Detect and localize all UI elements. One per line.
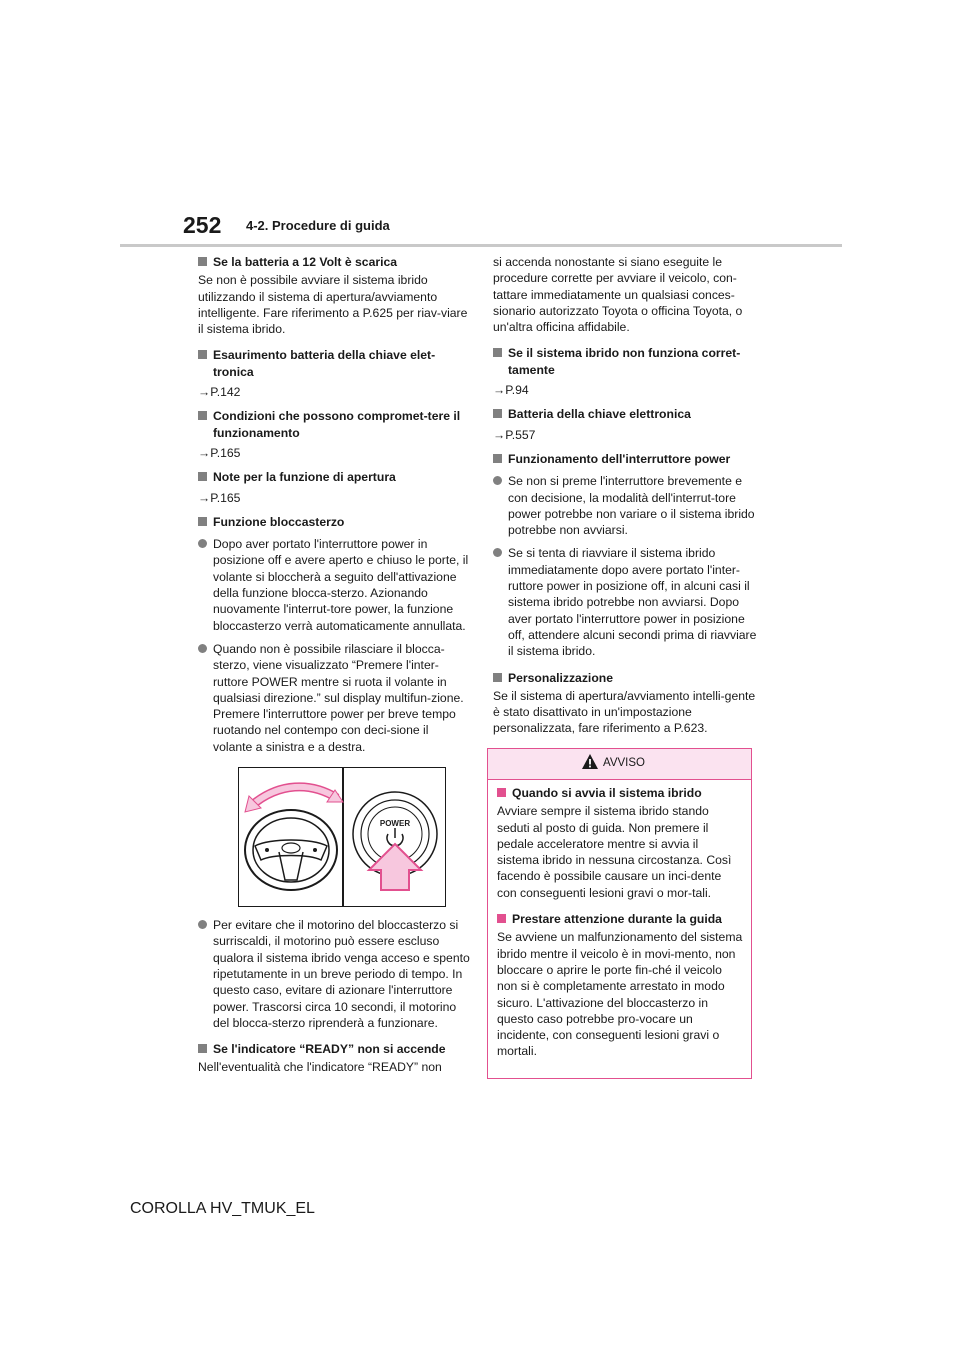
heading-power-switch-operation: Funzionamento dell'interruttore power	[493, 451, 759, 467]
heading-hybrid-malfunction: Se il sistema ibrido non funziona corret-tamente	[493, 345, 759, 378]
section-title: 4-2. Procedure di guida	[246, 218, 390, 233]
steering-power-illustration	[238, 767, 446, 907]
bullet-power-switch-restart: Se si tenta di riavviare il sistema ibrido immediatamente dopo avere portato l'inter-ruttore power in posizione off, in alcuni casi il sistema ibrido potrebbe non avviarsi. Dopo aver portato l'interruttore power in posizione off, attendere alcuni secondi prima di riavviare il sistema ibrido.	[493, 545, 759, 659]
bullet-steering-lock-release: Quando non è possibile rilasciare il blocca-sterzo, viene visualizzato “Premere l'inter-ruttore POWER mentre si ruota il volante in qualsiasi direzione.” sul display multifun-zione. Premere l'interruttore power per breve tempo ruotando nel contempo con deci-sione il volante a sinistra e a destra.	[198, 641, 470, 755]
page-reference: →P.165	[198, 490, 241, 505]
warning-paragraph-driving: Se avviene un malfunzionamento del sistema ibrido mentre il veicolo è in movi-mento, non bloccare o aprire le porte fin-ché il veicolo non si è completamente arrestato in modo sicuro. L'attivazione del bloccasterzo in questo caso potrebbe pro-vocare un incidente, con conseguenti lesioni gravi o mortali.	[497, 930, 743, 1059]
footer-model-code: COROLLA HV_TMUK_EL	[130, 1200, 315, 1217]
paragraph-ready-indicator: Nell'eventualità che l'indicatore “READY” non	[198, 1060, 442, 1075]
page-reference: →P.557	[493, 427, 536, 442]
heading-operating-conditions: Condizioni che possono compromet-tere il funzionamento	[198, 408, 470, 441]
power-label: POWER	[379, 819, 411, 829]
bullet-steering-lock-auto: Dopo aver portato l'interruttore power in posizione off e avere aperto e chiuso le porte, il volante si bloccherà a seguito dell'attivazione della funzione blocca-sterzo. Azionando nuovamente l'interrut-tore power, la funzione bloccasterzo verrà automaticamente annullata.	[198, 536, 470, 634]
heading-customization: Personalizzazione	[493, 670, 759, 686]
page-number: 252	[183, 212, 222, 238]
paragraph-customization: Se il sistema di apertura/avviamento intelli-gente è stato disattivato in un'impostazione personalizzata, fare riferimento a P.623.	[493, 688, 756, 736]
page-reference: →P.94	[493, 383, 529, 398]
warning-title: AVVISO	[603, 757, 645, 769]
page-reference: →P.165	[198, 445, 241, 460]
bullet-motor-overheat: Per evitare che il motorino del bloccasterzo si surriscaldi, il motorino può essere escluso qualora il sistema ibrido venga acceso e spento ripetutamente in un breve periodo di tempo. In questo caso, evitare di azionare l'interruttore power. Trascorsi circa 10 secondi, il motorino del blocca-sterzo riprenderà a funzionare.	[198, 917, 470, 1031]
heading-key-battery: Batteria della chiave elettronica	[493, 406, 759, 422]
heading-steering-lock: Funzione bloccasterzo	[198, 514, 470, 530]
warning-paragraph-start: Avviare sempre il sistema ibrido stando seduti al posto di guida. Non premere il pedale acceleratore mentre si avvia il sistema ibrido in nessuna circostanza. Così facendo è possibile causare un inci-dente con conseguenti lesioni gravi o mor-tali.	[497, 804, 732, 900]
warning-heading-start: Quando si avvia il sistema ibrido	[497, 785, 743, 801]
page-reference: →P.142	[198, 385, 241, 400]
warning-header	[488, 749, 751, 780]
heading-key-battery-depleted: Esaurimento batteria della chiave elet-tronica	[198, 347, 470, 380]
bullet-power-switch-press: Se non si preme l'interruttore brevemente e con decisione, la modalità dell'interrut-tore power potrebbe non variare o il sistema ibrido potrebbe non avviarsi.	[493, 473, 759, 538]
steering-wheel-icon	[239, 768, 445, 906]
right-column	[493, 254, 759, 744]
paragraph-battery-12v: Se non è possibile avviare il sistema ibrido utilizzando il sistema di apertura/avviamento intelligente. Fare riferimento a P.625 per riav-viare il sistema ibrido.	[198, 273, 468, 337]
warning-body	[488, 780, 751, 1060]
heading-battery-12v: Se la batteria a 12 Volt è scarica	[198, 254, 470, 270]
header-divider	[120, 244, 842, 247]
paragraph-ready-continued: si accenda nonostante si siano eseguite le procedure corrette per avviare il veicolo, con-tattare immediatamente un qualsiasi conces-sionario autorizzato Toyota o officina Toyota, o un'altra officina affidabile.	[493, 255, 743, 335]
warning-heading-driving: Prestare attenzione durante la guida	[497, 911, 743, 927]
heading-ready-indicator: Se l'indicatore “READY” non si accende	[198, 1041, 470, 1057]
warning-triangle-icon	[581, 753, 599, 771]
heading-opening-notes: Note per la funzione di apertura	[198, 469, 470, 485]
left-column	[198, 254, 470, 1083]
warning-box	[487, 748, 752, 1079]
